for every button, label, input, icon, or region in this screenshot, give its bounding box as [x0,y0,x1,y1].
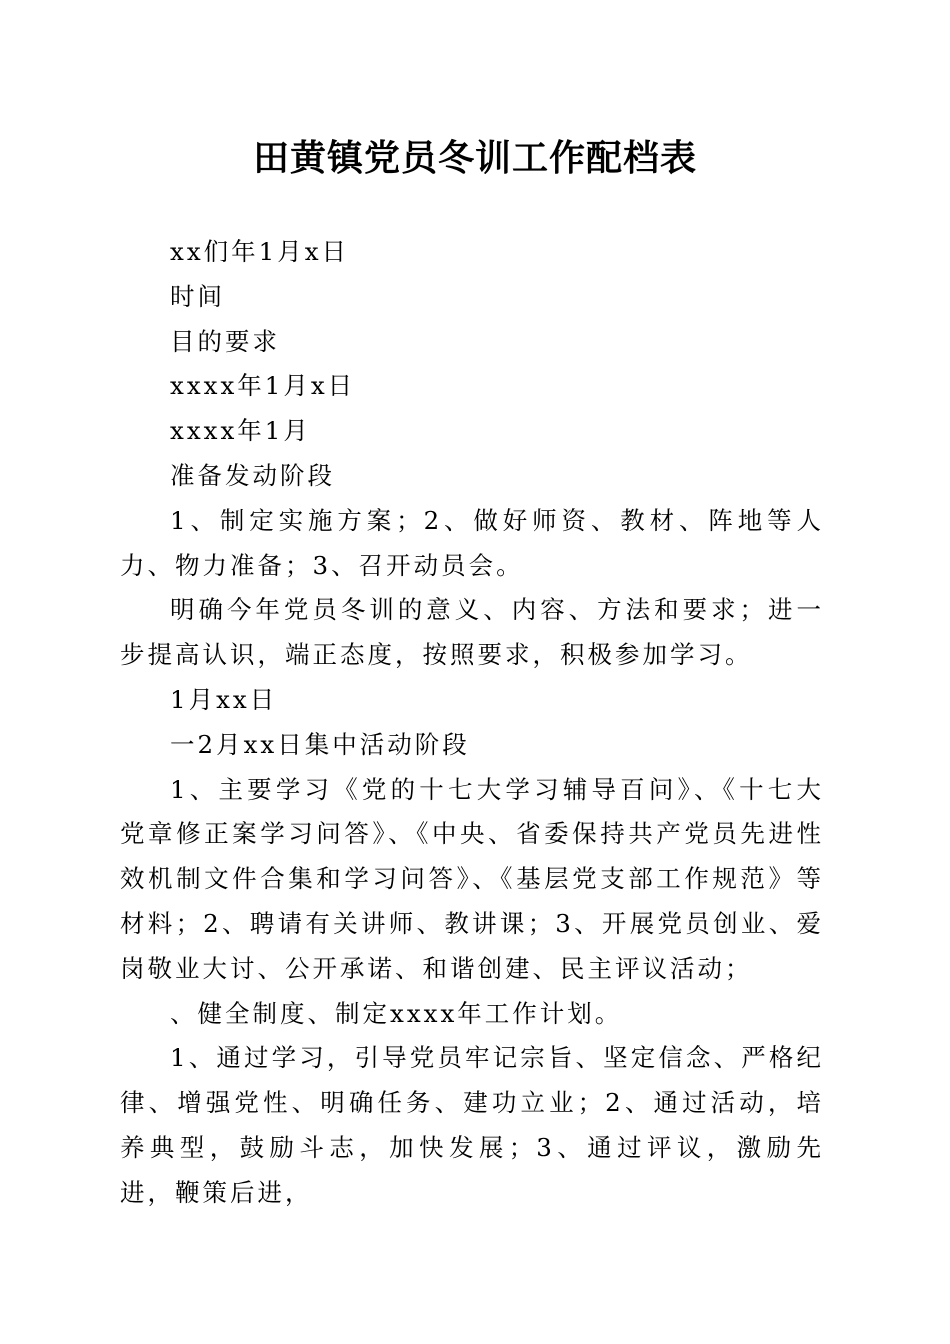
paragraph-stage-concentrated: 一2月xx日集中活动阶段 [170,729,470,759]
paragraph-system-plan: 、健全制度、制定xxxx年工作计划。 [170,998,623,1028]
document-body [120,230,824,1216]
paragraph-time-label: 时间 [170,281,225,311]
paragraph-date-2: xxxx年1月x日 [170,371,356,401]
paragraph-stage-preparation: 准备发动阶段 [170,460,335,490]
paragraph-preparation-goals: 明确今年党员冬训的意义、内容、方法和要求；进一步提高认识，端正态度，按照要求，积极参加学习。 [120,595,824,670]
paragraph-date: xx们年1月x日 [170,237,350,266]
paragraph-concentrated-goals: 1、通过学习，引导党员牢记宗旨、坚定信念、严格纪律、增强党性、明确任务、建功立业；2、通过活动，培养典型，鼓励斗志，加快发展；3、通过评议，激励先进，鞭策后进， [120,1043,824,1207]
paragraph-month: xxxx年1月 [170,416,311,446]
paragraph-concentrated-tasks: 1、主要学习《党的十七大学习辅导百问》、《十七大党章修正案学习问答》、《中央、省委保持共产党员先进性效机制文件合集和学习问答》、《基层党支部工作规范》等材料；2、聘请有关讲师、教讲课；3、开展党员创业、爱岗敬业大讨、公开承诺、和谐创建、民主评议活动； [120,774,824,983]
paragraph-purpose-label: 目的要求 [170,326,280,356]
paragraph-date-3: 1月xx日 [170,684,278,714]
paragraph-preparation-tasks: 1、制定实施方案；2、做好师资、教材、阵地等人力、物力准备；3、召开动员会。 [120,505,824,580]
document-title: 田黄镇党员冬训工作配档表 [252,137,697,179]
